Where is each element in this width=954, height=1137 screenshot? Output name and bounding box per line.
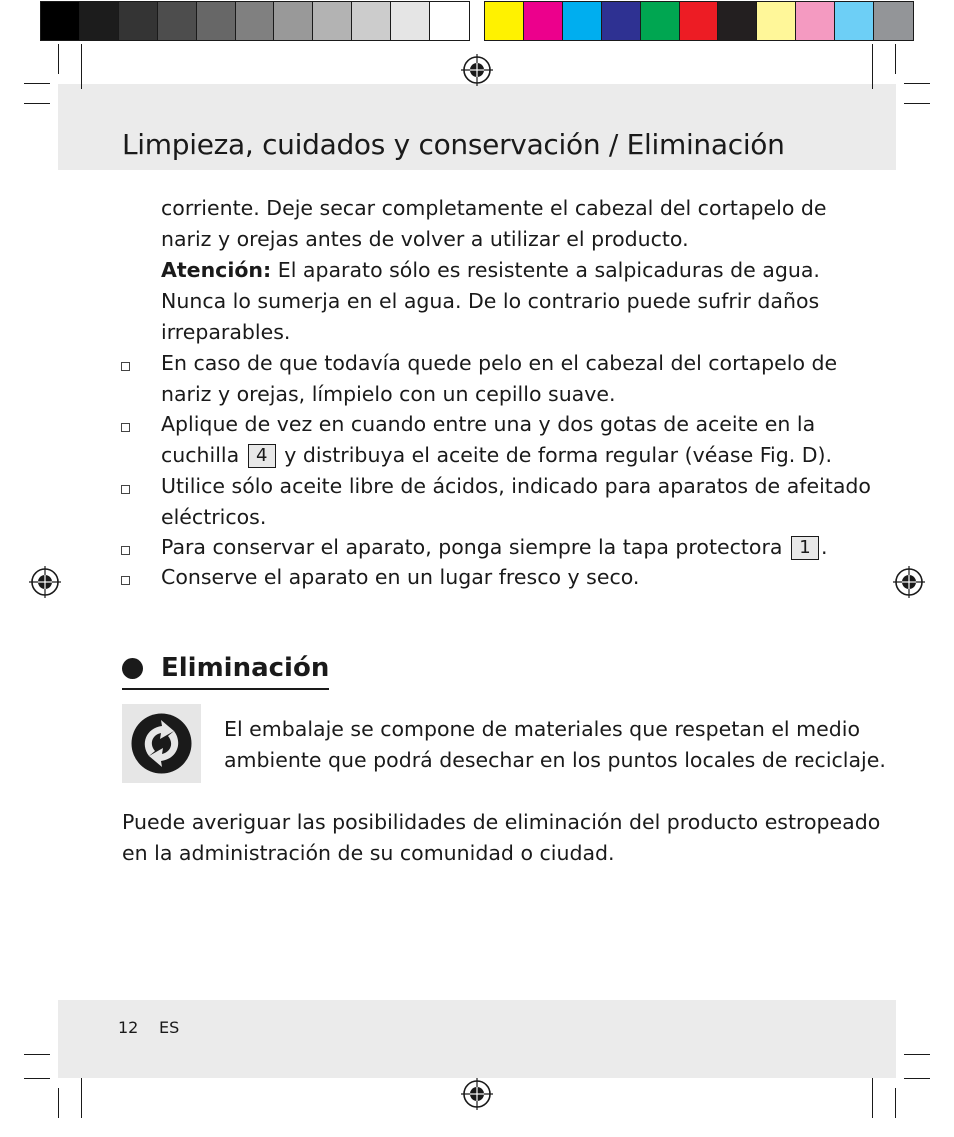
list-item-text: . bbox=[820, 535, 828, 559]
packaging-text-line: El embalaje se compone de materiales que respetan el medio bbox=[224, 717, 860, 741]
crop-mark bbox=[895, 44, 896, 74]
crop-mark bbox=[895, 1088, 896, 1118]
color-swatch bbox=[641, 2, 680, 40]
list-item-line: eléctricos. bbox=[161, 505, 267, 529]
footer-band bbox=[58, 1000, 896, 1078]
registration-mark-icon bbox=[460, 53, 494, 87]
section-title: Eliminación bbox=[161, 653, 330, 683]
checkbox-bullet-icon bbox=[121, 576, 130, 585]
grayscale-color-bar bbox=[40, 1, 470, 41]
color-swatch bbox=[158, 2, 197, 40]
color-swatch bbox=[680, 2, 719, 40]
body-text-line: irreparables. bbox=[161, 320, 291, 344]
list-item-text: y distribuya el aceite de forma regular (véase Fig. D). bbox=[277, 443, 833, 467]
body-text-line: nariz y orejas antes de volver a utilizar el producto. bbox=[161, 227, 689, 251]
part-reference-box: 4 bbox=[248, 444, 276, 468]
color-swatch bbox=[119, 2, 158, 40]
green-dot-recycling-icon bbox=[122, 704, 201, 783]
color-swatch bbox=[602, 2, 641, 40]
list-item-line: Utilice sólo aceite libre de ácidos, indicado para aparatos de afeitado bbox=[161, 474, 871, 498]
list-item-line bbox=[161, 440, 832, 471]
color-swatch bbox=[274, 2, 313, 40]
list-item-text: Para conservar el aparato, ponga siempre la tapa protectora bbox=[161, 535, 783, 559]
color-swatch bbox=[236, 2, 275, 40]
list-item-line bbox=[161, 532, 828, 563]
color-swatch bbox=[757, 2, 796, 40]
crop-mark bbox=[24, 103, 50, 104]
registration-mark-icon bbox=[28, 565, 62, 599]
checkbox-bullet-icon bbox=[121, 546, 130, 555]
crop-mark bbox=[872, 1073, 873, 1118]
list-item-line: Conserve el aparato en un lugar fresco y seco. bbox=[161, 565, 640, 589]
crop-mark bbox=[904, 83, 930, 84]
section-bullet-icon bbox=[122, 658, 143, 679]
green-dot-recycling-icon bbox=[122, 704, 201, 783]
color-swatch bbox=[313, 2, 352, 40]
packaging-text-line: ambiente que podrá desechar en los puntos locales de reciclaje. bbox=[224, 748, 886, 772]
checkbox-bullet-icon bbox=[121, 362, 130, 371]
checkbox-bullet-icon bbox=[121, 423, 130, 432]
crop-mark bbox=[872, 44, 873, 89]
section-heading bbox=[122, 648, 329, 690]
color-swatch bbox=[485, 2, 524, 40]
crop-mark bbox=[904, 1078, 930, 1079]
color-swatch bbox=[41, 2, 80, 40]
list-item-line: En caso de que todavía quede pelo en el cabezal del cortapelo de bbox=[161, 351, 838, 375]
crop-mark bbox=[904, 103, 930, 104]
process-color-bar bbox=[484, 1, 914, 41]
color-swatch bbox=[197, 2, 236, 40]
color-swatch bbox=[430, 2, 469, 40]
checkbox-bullet-icon bbox=[121, 485, 130, 494]
crop-mark bbox=[81, 44, 82, 89]
attention-label: Atención: bbox=[161, 258, 272, 282]
list-item-line: Aplique de vez en cuando entre una y dos gotas de aceite en la bbox=[161, 412, 816, 436]
part-reference-box: 1 bbox=[791, 536, 819, 560]
list-item-text: cuchilla bbox=[161, 443, 240, 467]
color-swatch bbox=[80, 2, 119, 40]
color-swatch bbox=[391, 2, 430, 40]
language-code: ES bbox=[159, 1018, 180, 1037]
color-swatch bbox=[835, 2, 874, 40]
color-swatch bbox=[352, 2, 391, 40]
crop-mark bbox=[58, 1088, 59, 1118]
body-text-line: corriente. Deje secar completamente el cabezal del cortapelo de bbox=[161, 196, 827, 220]
crop-mark bbox=[81, 1073, 82, 1118]
attention-note bbox=[161, 255, 820, 286]
crop-mark bbox=[24, 1054, 50, 1055]
attention-text: El aparato sólo es resistente a salpicaduras de agua. bbox=[271, 258, 820, 282]
color-swatch bbox=[563, 2, 602, 40]
color-swatch bbox=[874, 2, 913, 40]
registration-mark-icon bbox=[460, 1077, 494, 1111]
registration-mark-icon bbox=[892, 565, 926, 599]
color-swatch bbox=[796, 2, 835, 40]
disposal-text-line: Puede averiguar las posibilidades de eliminación del producto estropeado bbox=[122, 810, 881, 834]
page-number: 12 bbox=[118, 1018, 139, 1037]
crop-mark bbox=[24, 83, 50, 84]
body-text-line: Nunca lo sumerja en el agua. De lo contrario puede sufrir daños bbox=[161, 289, 820, 313]
crop-mark bbox=[58, 44, 59, 74]
color-swatch bbox=[718, 2, 757, 40]
color-swatch bbox=[524, 2, 563, 40]
crop-mark bbox=[904, 1054, 930, 1055]
crop-mark bbox=[24, 1078, 50, 1079]
disposal-text-line: en la administración de su comunidad o ciudad. bbox=[122, 841, 615, 865]
list-item-line: nariz y orejas, límpielo con un cepillo suave. bbox=[161, 382, 616, 406]
page-title: Limpieza, cuidados y conservación / Eliminación bbox=[122, 128, 785, 161]
